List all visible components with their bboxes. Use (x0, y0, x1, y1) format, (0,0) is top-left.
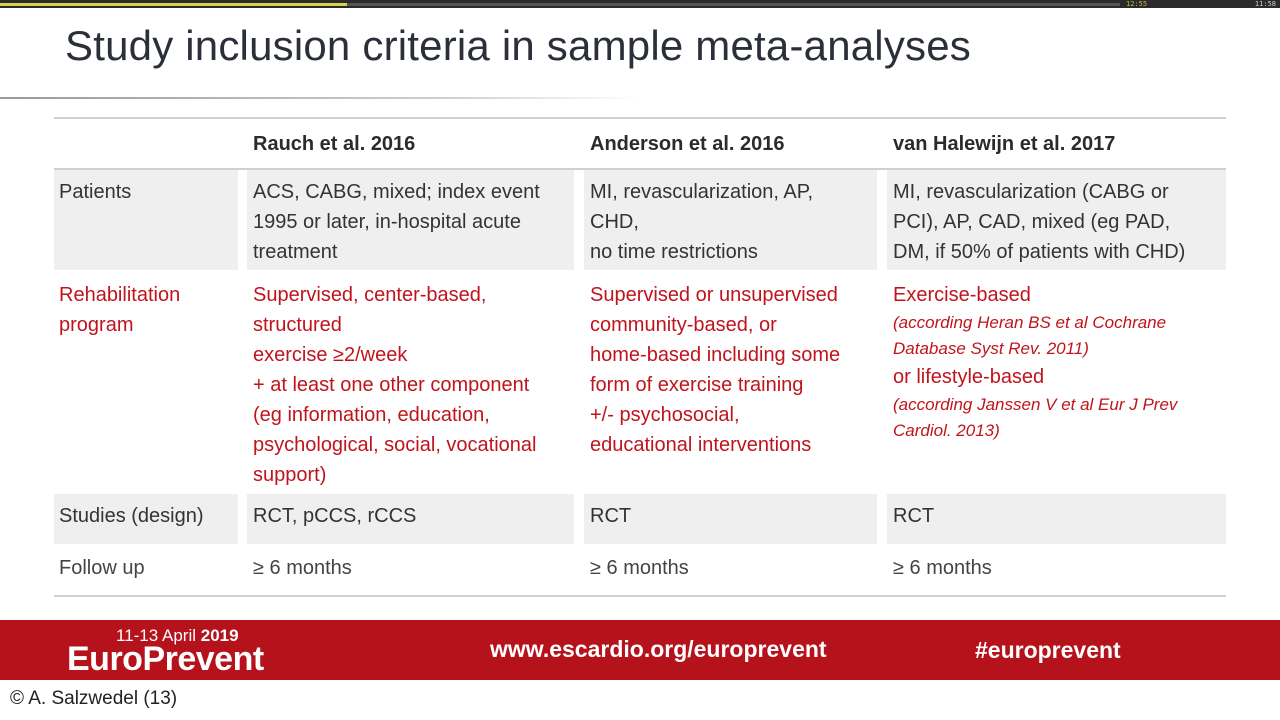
rehab-anderson-line: form of exercise training (590, 374, 804, 396)
rehab-van-halewijn (893, 280, 1177, 444)
patients-anderson-line: CHD, (590, 211, 639, 233)
rehab-label-line: program (59, 314, 134, 336)
patients-anderson-line: MI, revascularization, AP, (590, 181, 814, 203)
rehab-rauch-line: exercise ≥2/week (253, 344, 408, 366)
followup-rauch: ≥ 6 months (253, 557, 352, 579)
table-rule-bottom (54, 595, 1226, 597)
header-anderson: Anderson et al. 2016 (590, 133, 785, 155)
conference-url: www.escardio.org/europrevent (490, 636, 827, 662)
studies-row (54, 494, 1226, 544)
patients-anderson-line: no time restrictions (590, 241, 758, 263)
rehab-rauch-line: Supervised, center-based, (253, 284, 487, 306)
citation-line: (according Janssen V et al Eur J Prev (893, 395, 1178, 414)
title-divider (0, 97, 640, 99)
row-label-rehab (59, 280, 180, 340)
citation-line: (according Heran BS et al Cochrane (893, 313, 1167, 332)
rehab-label-line: Rehabilitation (59, 284, 181, 306)
column-gap (877, 494, 887, 544)
citation-line: Cardiol. 2013) (893, 421, 1000, 440)
followup-anderson: ≥ 6 months (590, 557, 689, 579)
patients-vanhalewijn-line: MI, revascularization (CABG or (893, 181, 1169, 203)
rehab-rauch-line: structured (253, 314, 342, 336)
conference-hashtag: #europrevent (975, 637, 1121, 663)
date-prefix: 11-13 April (116, 626, 201, 645)
patients-vanhalewijn-line: DM, if 50% of patients with CHD) (893, 241, 1186, 263)
rehab-anderson-line: home-based including some (590, 344, 841, 366)
row-label-followup: Follow up (59, 557, 145, 579)
date-year: 2019 (200, 626, 239, 645)
rehab-anderson-line: Supervised or unsupervised (590, 284, 838, 306)
patients-rauch-line: treatment (253, 241, 338, 263)
conference-footer (0, 620, 1280, 680)
rehab-anderson-line: +/- psychosocial, (590, 404, 740, 426)
column-gap (238, 170, 247, 270)
progress-fill (0, 3, 347, 6)
europrevent-logo: EuroPrevent (67, 640, 264, 678)
copyright-note: © A. Salzwedel (13) (10, 688, 178, 709)
citation-line: Database Syst Rev. 2011) (893, 339, 1089, 358)
column-gap (238, 494, 247, 544)
studies-van-halewijn: RCT (893, 505, 935, 527)
patients-rauch (253, 177, 540, 267)
column-gap (574, 494, 584, 544)
patients-anderson (590, 177, 813, 267)
rehab-rauch-line: (eg information, education, (253, 404, 490, 426)
followup-van-halewijn: ≥ 6 months (893, 557, 992, 579)
column-gap (877, 170, 887, 270)
rehab-vanhalewijn-line: Exercise-based (893, 284, 1031, 306)
patients-vanhalewijn-line: PCI), AP, CAD, mixed (eg PAD, (893, 211, 1171, 233)
table-rule-top (54, 117, 1226, 119)
header-rauch: Rauch et al. 2016 (253, 133, 416, 155)
patients-rauch-line: ACS, CABG, mixed; index event (253, 181, 540, 203)
patients-rauch-line: 1995 or later, in-hospital acute (253, 211, 521, 233)
row-label-patients: Patients (59, 181, 132, 203)
total-time: 11:58 (1254, 0, 1276, 8)
studies-rauch: RCT, pCCS, rCCS (253, 505, 417, 527)
studies-anderson: RCT (590, 505, 632, 527)
video-progress-bar[interactable] (0, 0, 1280, 8)
elapsed-time: 12:55 (1126, 0, 1148, 8)
header-van-halewijn: van Halewijn et al. 2017 (893, 133, 1116, 155)
slide-title: Study inclusion criteria in sample meta-analyses (65, 22, 971, 69)
rehab-anderson-line: community-based, or (590, 314, 777, 336)
column-gap (574, 170, 584, 270)
rehab-rauch (253, 280, 537, 490)
rehab-rauch-line: support) (253, 464, 327, 486)
patients-van-halewijn (893, 177, 1185, 267)
rehab-vanhalewijn-line: or lifestyle-based (893, 366, 1045, 388)
rehab-anderson (590, 280, 840, 460)
row-label-studies: Studies (design) (59, 505, 204, 527)
rehab-anderson-line: educational interventions (590, 434, 812, 456)
rehab-rauch-line: + at least one other component (253, 374, 530, 396)
rehab-rauch-line: psychological, social, vocational (253, 434, 537, 456)
